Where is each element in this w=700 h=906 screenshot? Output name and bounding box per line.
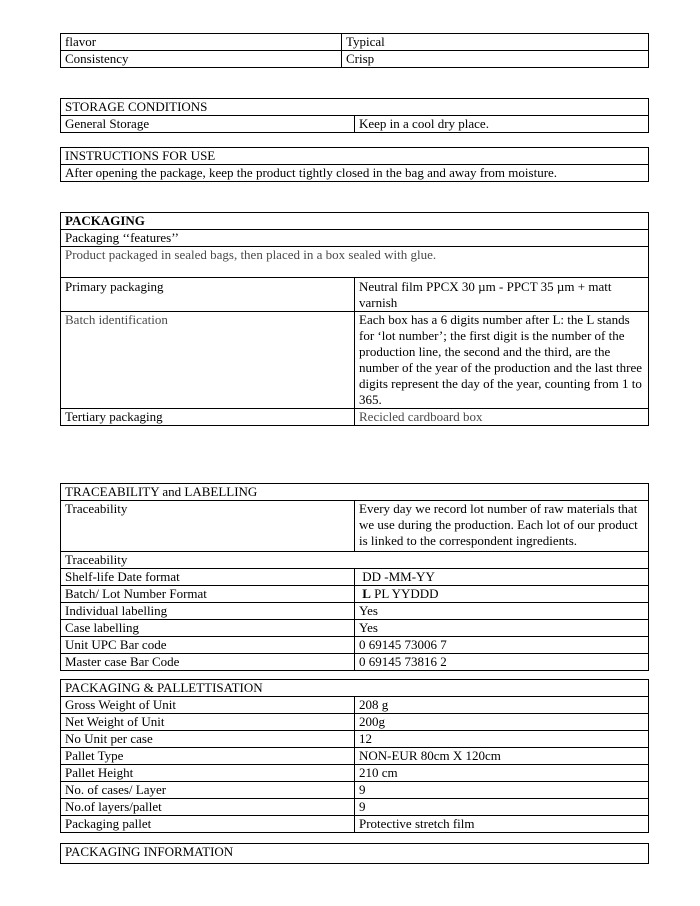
row-label: Consistency [61, 51, 342, 68]
table-header-row [61, 148, 649, 165]
table-header-row [61, 484, 649, 501]
row-label: Batch/ Lot Number Format [61, 586, 355, 603]
row-value: 210 cm [355, 765, 649, 782]
section-header: PACKAGING & PALLETTISATION [61, 680, 649, 697]
table-row [61, 637, 649, 654]
row-label: Unit UPC Bar code [61, 637, 355, 654]
table-header-row [61, 99, 649, 116]
row-value [355, 586, 649, 603]
section-header: TRACEABILITY and LABELLING [61, 484, 649, 501]
table-row [61, 552, 649, 569]
row-value: Neutral film PPCX 30 µm - PPCT 35 µm + matt varnish [355, 278, 649, 312]
row-label: No.of layers/pallet [61, 799, 355, 816]
storage-conditions-table [60, 98, 649, 133]
row-label: Case labelling [61, 620, 355, 637]
row-label: Pallet Type [61, 748, 355, 765]
section-header: STORAGE CONDITIONS [61, 99, 649, 116]
table-row [61, 278, 649, 312]
table-row [61, 312, 649, 409]
row-label: Master case Bar Code [61, 654, 355, 671]
table-row [61, 714, 649, 731]
section-header: INSTRUCTIONS FOR USE [61, 148, 649, 165]
row-label: Packaging pallet [61, 816, 355, 833]
table-row [61, 799, 649, 816]
row-value: Yes [355, 620, 649, 637]
table-row [61, 654, 649, 671]
row-label: Batch identification [61, 312, 355, 409]
row-label: Pallet Height [61, 765, 355, 782]
packaging-features-text: Product packaged in sealed bags, then placed in a box sealed with glue. [61, 247, 649, 278]
instructions-text: After opening the package, keep the product tightly closed in the bag and away from moisture. [61, 165, 649, 182]
palletisation-table [60, 679, 649, 833]
packaging-features-label: Packaging ‘‘features’’ [61, 230, 649, 247]
lot-format: PL YYDDD [370, 586, 439, 601]
table-row [61, 697, 649, 714]
lot-prefix: L [362, 586, 371, 601]
row-label: Net Weight of Unit [61, 714, 355, 731]
table-row [61, 409, 649, 426]
row-value: 9 [355, 799, 649, 816]
table-row [61, 34, 649, 51]
table-row [61, 116, 649, 133]
row-value: 9 [355, 782, 649, 799]
table-row [61, 620, 649, 637]
row-value: Crisp [342, 51, 649, 68]
row-value: 208 g [355, 697, 649, 714]
row-label: Individual labelling [61, 603, 355, 620]
row-label: No Unit per case [61, 731, 355, 748]
table-row [61, 731, 649, 748]
row-value: Each box has a 6 digits number after L: the L stands for ‘lot number’; the first digit is the number of the production line, the second and the third, are the number of the year of the production and the last three digits represent the day of the year, counting from 1 to 365. [355, 312, 649, 409]
row-value: Typical [342, 34, 649, 51]
table-header-row [61, 213, 649, 230]
packaging-table [60, 212, 649, 426]
row-value: NON-EUR 80cm X 120cm [355, 748, 649, 765]
packaging-information-table [60, 843, 649, 864]
table-header-row [61, 680, 649, 697]
row-value: 0 69145 73816 2 [355, 654, 649, 671]
instructions-table [60, 147, 649, 182]
row-value: Protective stretch film [355, 816, 649, 833]
table-row [61, 603, 649, 620]
table-row [61, 247, 649, 278]
table-header-row [61, 844, 649, 864]
section-header: PACKAGING [61, 213, 649, 230]
row-value: DD -MM-YY [355, 569, 649, 586]
product-characteristics-table [60, 33, 649, 68]
row-label: No. of cases/ Layer [61, 782, 355, 799]
row-value: Yes [355, 603, 649, 620]
traceability-table [60, 483, 649, 671]
row-label: General Storage [61, 116, 355, 133]
table-row [61, 165, 649, 182]
row-label: Gross Weight of Unit [61, 697, 355, 714]
row-value: 200g [355, 714, 649, 731]
table-row [61, 230, 649, 247]
table-row [61, 569, 649, 586]
row-label: Traceability [61, 552, 649, 569]
row-value: Recicled cardboard box [355, 409, 649, 426]
table-row [61, 765, 649, 782]
row-label: Tertiary packaging [61, 409, 355, 426]
row-value: 0 69145 73006 7 [355, 637, 649, 654]
table-row [61, 748, 649, 765]
table-row [61, 51, 649, 68]
table-row [61, 586, 649, 603]
row-label: Primary packaging [61, 278, 355, 312]
table-row [61, 782, 649, 799]
row-value: Keep in a cool dry place. [355, 116, 649, 133]
row-label: Shelf-life Date format [61, 569, 355, 586]
row-value: 12 [355, 731, 649, 748]
section-header: PACKAGING INFORMATION [61, 844, 649, 864]
row-label: flavor [61, 34, 342, 51]
table-row [61, 501, 649, 552]
table-row [61, 816, 649, 833]
row-label: Traceability [61, 501, 355, 552]
row-value: Every day we record lot number of raw materials that we use during the production. Each lot of our product is linked to the correspondent ingredients. [355, 501, 649, 552]
